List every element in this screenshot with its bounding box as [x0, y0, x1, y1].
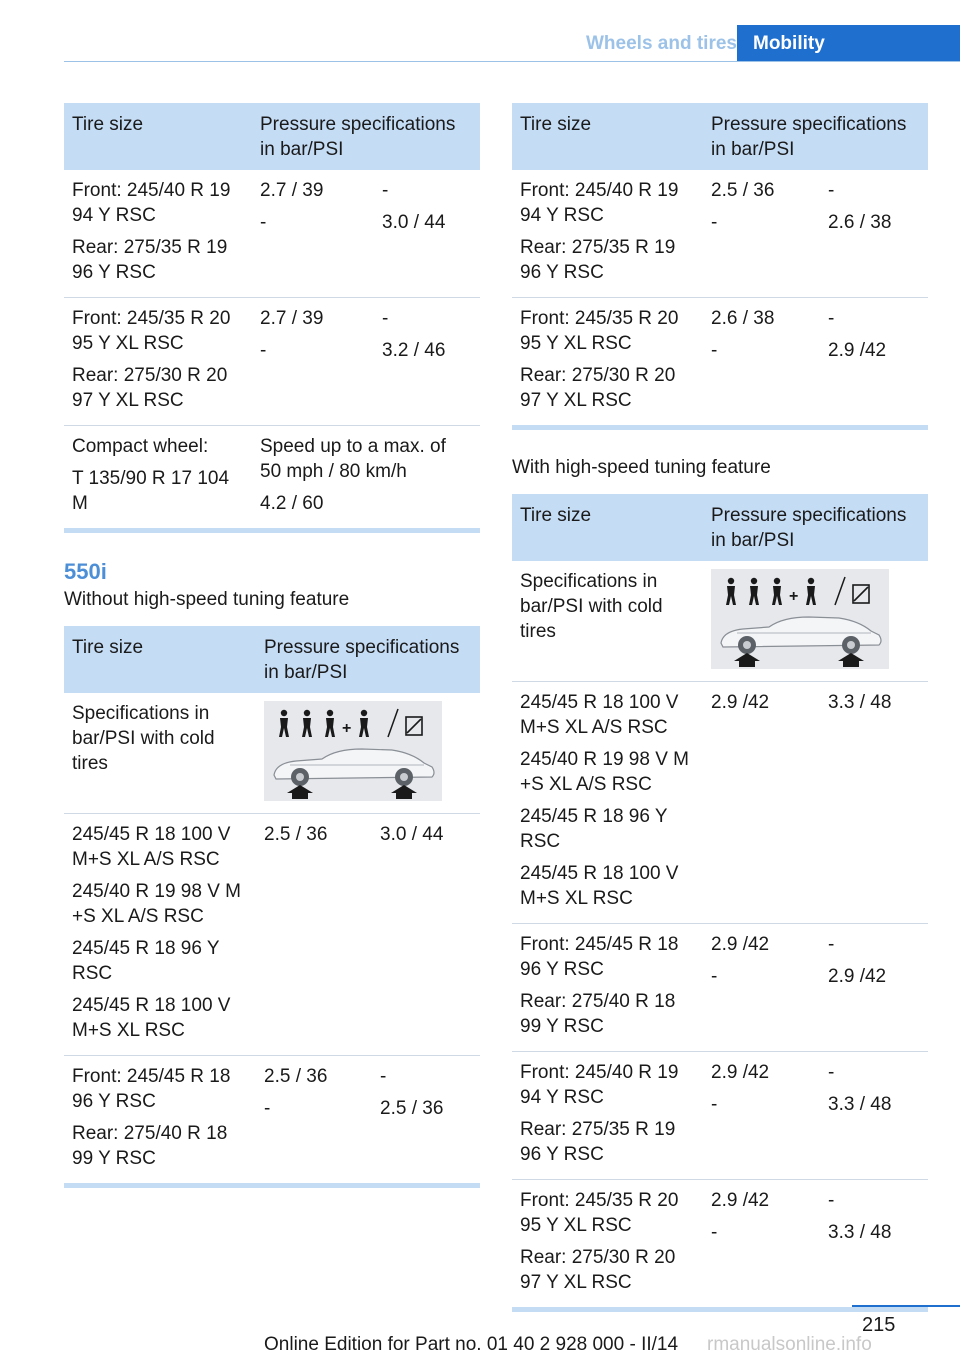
table-row [512, 1052, 928, 1180]
pressure-cell-line: - [711, 340, 718, 361]
tire-size-cell [64, 814, 256, 1056]
tire-size-cell-line: Front: 245/40 R 19 94 Y RSC [520, 1062, 679, 1108]
pressure-table-right-1 [512, 103, 928, 425]
table-header-row [64, 103, 480, 170]
tire-size-cell-line: 245/45 R 18 100 V M+S XL A/S RSC [72, 824, 231, 870]
table-end-bar [512, 1307, 928, 1312]
pressure-cell-line: - [382, 180, 389, 201]
page-header [0, 25, 960, 62]
pressure-cell [252, 298, 374, 426]
pressure-cell [820, 298, 928, 426]
page-number: 215 [862, 1314, 896, 1336]
person-icon [726, 578, 736, 605]
pressure-table-left-1 [64, 103, 480, 528]
tire-size-cell-line: Front: 245/35 R 20 95 Y XL RSC [72, 308, 231, 354]
pressure-cell [703, 924, 820, 1052]
pressure-cell-line: - [260, 212, 267, 233]
car-side-icon [274, 749, 434, 786]
tire-size-cell-line: Compact wheel: [72, 436, 209, 457]
arrow-up-icon [391, 785, 417, 799]
tire-size-cell-line: 245/45 R 18 96 Y RSC [520, 806, 668, 852]
header-section-title: Wheels and tires [586, 33, 737, 54]
pressure-cell-line: - [711, 966, 718, 987]
tire-size-cell-line: Rear: 275/35 R 19 96 Y RSC [72, 237, 228, 283]
slash-icon [835, 577, 845, 605]
col-header-tire-size: Tire size [64, 103, 252, 170]
tire-size-cell [512, 1180, 703, 1308]
table-row [512, 924, 928, 1052]
tire-size-cell-line: Front: 245/45 R 18 96 Y RSC [72, 1066, 231, 1112]
person-icon [359, 710, 369, 737]
pressure-cell [256, 1056, 372, 1184]
pressure-cell [372, 1056, 480, 1184]
pressure-table-right-2 [512, 494, 928, 1307]
pressure-cell-line: - [711, 212, 718, 233]
pressure-cell-line: - [380, 1066, 387, 1087]
table-end-bar [512, 425, 928, 430]
right-column [512, 103, 928, 1312]
pressure-cell-line: - [828, 1062, 835, 1083]
tire-size-cell-line: 245/40 R 19 98 V M +S XL A/S RSC [520, 749, 689, 795]
table-row [64, 298, 480, 426]
tire-size-cell [64, 426, 252, 529]
tire-size-cell-line: Front: 245/35 R 20 95 Y XL RSC [520, 308, 679, 354]
pressure-cell [374, 298, 480, 426]
tire-size-cell-line: Front: 245/40 R 19 94 Y RSC [520, 180, 679, 226]
pressure-cell-line: 2.7 / 39 [260, 180, 324, 201]
pressure-cell-line: 2.7 / 39 [260, 308, 324, 329]
tire-size-cell [512, 924, 703, 1052]
pressure-cell [252, 426, 480, 529]
pressure-cell-line: 2.6 / 38 [828, 212, 892, 233]
person-icon [772, 578, 782, 605]
table-header-row [512, 494, 928, 561]
spec-label-cell: Specifications in bar/PSI with cold tires [512, 561, 703, 682]
table-header-row [512, 103, 928, 170]
pressure-cell-line: - [828, 1190, 835, 1211]
pressure-cell-line: - [828, 308, 835, 329]
pressure-cell-line: 2.9 /42 [828, 340, 887, 361]
pressure-cell-line: 3.2 / 46 [382, 340, 446, 361]
load-pictogram [711, 569, 889, 669]
tire-size-cell [64, 298, 252, 426]
table-row [64, 814, 480, 1056]
tire-size-cell [64, 1056, 256, 1184]
pressure-cell [703, 298, 820, 426]
tire-size-cell-line: Rear: 275/30 R 20 97 Y XL RSC [520, 1247, 676, 1293]
pressure-cell-line: 3.0 / 44 [380, 824, 444, 845]
pressure-cell [374, 170, 480, 298]
pressure-cell [703, 170, 820, 298]
tire-size-cell-line: Front: 245/35 R 20 95 Y XL RSC [520, 1190, 679, 1236]
table-row [512, 561, 928, 682]
person-icon [325, 710, 335, 737]
header-divider [64, 61, 960, 62]
pressure-cell-line: - [828, 180, 835, 201]
pressure-cell-line: 2.9 /42 [828, 966, 887, 987]
pressure-cell [820, 924, 928, 1052]
pressure-cell-line: 2.5 / 36 [380, 1098, 444, 1119]
pressure-cell-line: - [711, 1094, 718, 1115]
tire-size-cell-line: 245/40 R 19 98 V M +S XL A/S RSC [72, 881, 241, 927]
spec-label-cell: Specifications in bar/PSI with cold tires [64, 693, 256, 814]
left-column [64, 103, 480, 1188]
table-row [512, 298, 928, 426]
slash-icon [388, 709, 398, 737]
tire-size-cell [512, 682, 703, 924]
pressure-cell-line: 2.5 / 36 [264, 1066, 328, 1087]
tire-size-cell-line: Rear: 275/40 R 18 99 Y RSC [520, 991, 676, 1037]
pressure-cell-line: - [711, 1222, 718, 1243]
col-header-pressure: Pressure specifications in bar/PSI [703, 103, 928, 170]
pressure-cell [820, 682, 928, 924]
watermark: rmanualsonline.info [707, 1334, 872, 1355]
table-row-compact-wheel [64, 426, 480, 529]
col-header-tire-size: Tire size [512, 103, 703, 170]
pressure-cell-line: 2.9 /42 [711, 692, 770, 713]
pressure-cell-line: 2.9 /42 [711, 1062, 770, 1083]
pressure-cell-line: 3.3 / 48 [828, 1094, 892, 1115]
pressure-cell [703, 1052, 820, 1180]
tire-size-cell-line: Rear: 275/35 R 19 96 Y RSC [520, 1119, 676, 1165]
person-icon [302, 710, 312, 737]
tire-size-cell [64, 170, 252, 298]
luggage-icon [853, 585, 869, 603]
tire-size-cell-line: 245/45 R 18 100 V M+S XL RSC [72, 995, 231, 1041]
pressure-cell-line: - [264, 1098, 271, 1119]
tire-size-cell-line: Front: 245/45 R 18 96 Y RSC [520, 934, 679, 980]
table-end-bar [64, 528, 480, 533]
table-row [512, 682, 928, 924]
tire-size-cell-line: Rear: 275/35 R 19 96 Y RSC [520, 237, 676, 283]
col-header-tire-size: Tire size [512, 494, 703, 561]
pressure-cell-line: 4.2 / 60 [260, 493, 324, 514]
pressure-cell [252, 170, 374, 298]
pressure-cell-line: 3.0 / 44 [382, 212, 446, 233]
model-heading: 550i [64, 559, 107, 584]
tire-size-cell [512, 298, 703, 426]
tire-size-cell [512, 1052, 703, 1180]
pressure-table-left-2 [64, 626, 480, 1183]
col-header-pressure: Pressure specifications in bar/PSI [703, 494, 928, 561]
person-icon [806, 578, 816, 605]
pressure-cell [820, 170, 928, 298]
plus-icon: + [789, 588, 799, 605]
tire-size-cell-line: 245/45 R 18 100 V M+S XL A/S RSC [520, 692, 679, 738]
pressure-cell-line: 2.9 /42 [711, 934, 770, 955]
table-caption: With high-speed tuning feature [512, 457, 771, 478]
pressure-cell [703, 682, 820, 924]
table-row [64, 170, 480, 298]
arrow-up-icon [734, 653, 760, 667]
tire-size-cell-line: Rear: 275/30 R 20 97 Y XL RSC [520, 365, 676, 411]
pressure-cell-line: - [260, 340, 267, 361]
pressure-cell-line: 3.3 / 48 [828, 1222, 892, 1243]
pressure-cell-line: 2.6 / 38 [711, 308, 775, 329]
arrow-up-icon [287, 785, 313, 799]
load-pictogram-cell [703, 561, 928, 682]
col-header-pressure: Pressure specifications in bar/PSI [252, 103, 480, 170]
tire-size-cell-line: Rear: 275/40 R 18 99 Y RSC [72, 1123, 228, 1169]
table-row [512, 1180, 928, 1308]
tire-size-cell-line: 245/45 R 18 96 Y RSC [72, 938, 220, 984]
load-pictogram [264, 701, 442, 801]
footer-divider [852, 1305, 960, 1307]
pressure-cell-line: 2.5 / 36 [711, 180, 775, 201]
table-row [512, 170, 928, 298]
col-header-tire-size: Tire size [64, 626, 256, 693]
tire-size-cell-line: Rear: 275/30 R 20 97 Y XL RSC [72, 365, 228, 411]
tire-size-cell-line: T 135/90 R 17 104 M [72, 468, 230, 514]
person-icon [279, 710, 289, 737]
header-chapter-tab: Mobility [737, 25, 960, 62]
pressure-cell [820, 1052, 928, 1180]
table-end-bar [64, 1183, 480, 1188]
tire-size-cell-line: 245/45 R 18 100 V M+S XL RSC [520, 863, 679, 909]
pressure-cell-line: 3.3 / 48 [828, 692, 892, 713]
arrow-up-icon [838, 653, 864, 667]
col-header-pressure: Pressure specifications in bar/PSI [256, 626, 480, 693]
pressure-cell [256, 814, 372, 1056]
tire-size-cell-line: Front: 245/40 R 19 94 Y RSC [72, 180, 231, 226]
pressure-cell-line: - [828, 934, 835, 955]
pressure-cell-line: - [382, 308, 389, 329]
pressure-cell-line: 2.9 /42 [711, 1190, 770, 1211]
pressure-cell [372, 814, 480, 1056]
load-pictogram-cell [256, 693, 480, 814]
table-header-row [64, 626, 480, 693]
tire-size-cell [512, 170, 703, 298]
pressure-cell-line: 2.5 / 36 [264, 824, 328, 845]
pressure-cell [703, 1180, 820, 1308]
luggage-icon [406, 717, 422, 735]
edition-note: Online Edition for Part no. 01 40 2 928 000 - II/14 [264, 1334, 679, 1355]
car-side-icon [721, 617, 881, 654]
pressure-cell [820, 1180, 928, 1308]
plus-icon: + [342, 720, 352, 737]
person-icon [749, 578, 759, 605]
pressure-cell-line: Speed up to a max. of 50 mph / 80 km/h [260, 436, 446, 482]
table-row [64, 1056, 480, 1184]
table-caption: Without high-speed tuning feature [64, 589, 350, 610]
table-row [64, 693, 480, 814]
